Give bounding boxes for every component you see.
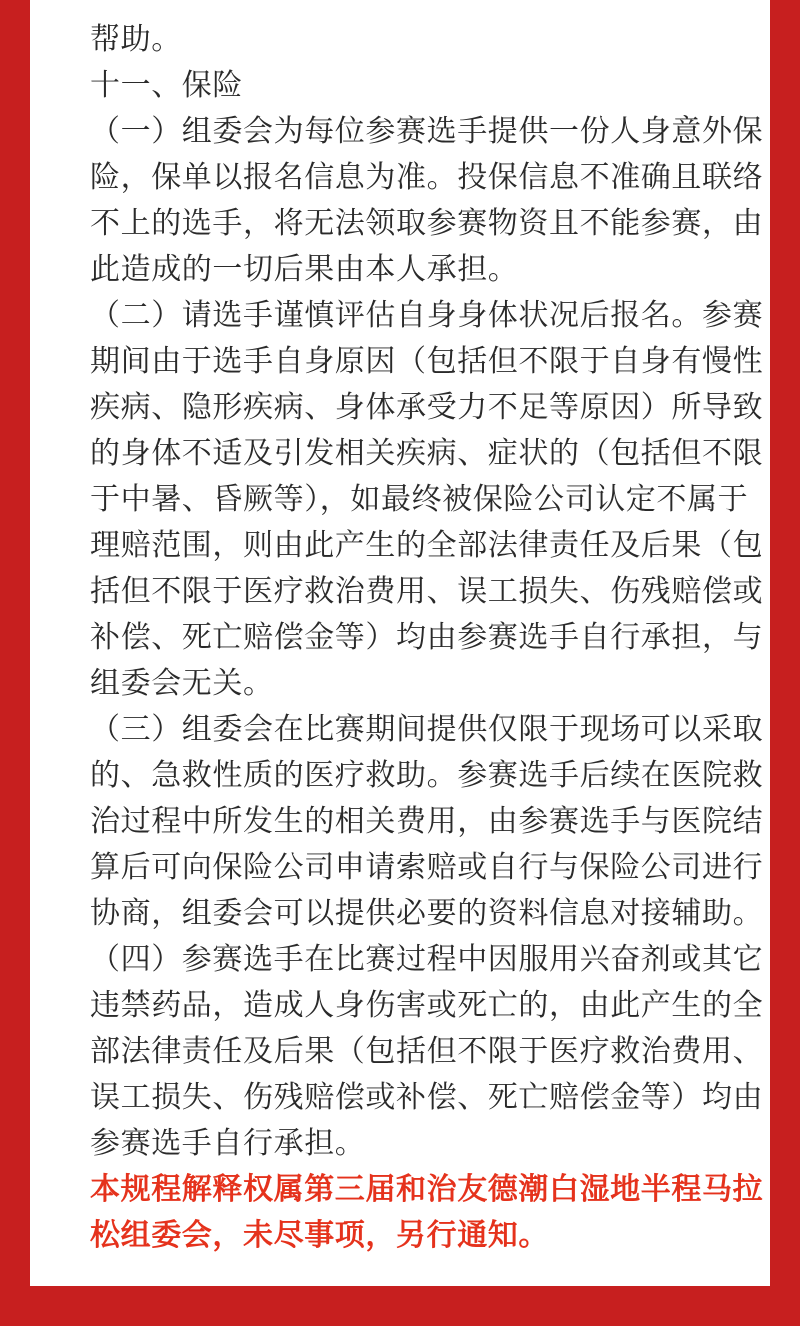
paragraph-line: 的、急救性质的医疗救助。参赛选手后续在医院救 bbox=[90, 758, 764, 793]
paragraph-line: 违禁药品，造成人身伤害或死亡的，由此产生的全 bbox=[90, 988, 764, 1023]
notice-line: 本规程解释权属第三届和治友德潮白湿地半程马拉 bbox=[90, 1172, 764, 1207]
paragraph-line: 理赔范围，则由此产生的全部法律责任及后果（包 bbox=[90, 528, 764, 563]
paragraph-line: 帮助。 bbox=[90, 22, 182, 57]
paragraph-line: 参赛选手自行承担。 bbox=[90, 1126, 366, 1161]
paragraph-line: 险，保单以报名信息为准。投保信息不准确且联络 bbox=[90, 160, 764, 195]
paragraph-line: （一）组委会为每位参赛选手提供一份人身意外保 bbox=[90, 114, 764, 149]
paragraph-line: （三）组委会在比赛期间提供仅限于现场可以采取 bbox=[90, 712, 764, 747]
paragraph-line: 协商，组委会可以提供必要的资料信息对接辅助。 bbox=[90, 896, 764, 931]
document-body bbox=[90, 17, 790, 1259]
paragraph-line: 算后可向保险公司申请索赔或自行与保险公司进行 bbox=[90, 850, 764, 885]
paragraph-line: 疾病、隐形疾病、身体承受力不足等原因）所导致 bbox=[90, 390, 764, 425]
document-card bbox=[30, 0, 770, 1286]
paragraph-line: 的身体不适及引发相关疾病、症状的（包括但不限 bbox=[90, 436, 764, 471]
paragraph-line: 部法律责任及后果（包括但不限于医疗救治费用、 bbox=[90, 1034, 764, 1069]
paragraph-line: 治过程中所发生的相关费用，由参赛选手与医院结 bbox=[90, 804, 764, 839]
paragraph-line: 此造成的一切后果由本人承担。 bbox=[90, 252, 519, 287]
paragraph-line: 于中暑、昏厥等），如最终被保险公司认定不属于 bbox=[90, 482, 749, 517]
paragraph-line: 误工损失、伤残赔偿或补偿、死亡赔偿金等）均由 bbox=[90, 1080, 764, 1115]
section-heading: 十一、保险 bbox=[90, 68, 243, 103]
paragraph-line: 期间由于选手自身原因（包括但不限于自身有慢性 bbox=[90, 344, 764, 379]
paragraph-line: 补偿、死亡赔偿金等）均由参赛选手自行承担，与 bbox=[90, 620, 764, 655]
notice-line: 松组委会，未尽事项，另行通知。 bbox=[90, 1218, 549, 1253]
paragraph-line: （二）请选手谨慎评估自身身体状况后报名。参赛 bbox=[90, 298, 764, 333]
paragraph-line: 括但不限于医疗救治费用、误工损失、伤残赔偿或 bbox=[90, 574, 764, 609]
paragraph-line: 不上的选手，将无法领取参赛物资且不能参赛，由 bbox=[90, 206, 764, 241]
paragraph-line: 组委会无关。 bbox=[90, 666, 274, 701]
paragraph-line: （四）参赛选手在比赛过程中因服用兴奋剂或其它 bbox=[90, 942, 764, 977]
